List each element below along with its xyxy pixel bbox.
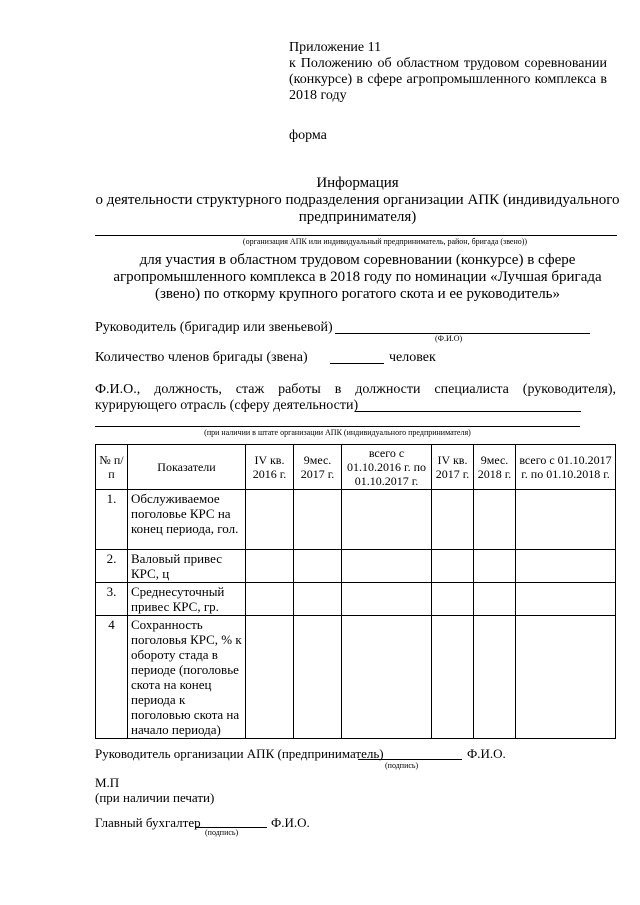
value-cell[interactable]: [342, 490, 432, 550]
header-cell: № п/п: [96, 445, 128, 490]
purpose-line: для участия в областном трудовом соревновании (конкурсе) в сфере: [139, 252, 576, 268]
header-cell: 9мес. 2018 г.: [474, 445, 516, 490]
row-indicator: Сохранность поголовья КРС, % к обороту стада в периоде (поголовье скота на конец периода к поголовью скота на начало периода): [128, 616, 246, 739]
row-indicator: Обслуживаемое поголовье КРС на конец периода, гол.: [128, 490, 246, 550]
head-fio: Ф.И.О.: [467, 746, 506, 761]
value-cell[interactable]: [246, 550, 294, 583]
stamp-label: М.П: [95, 775, 120, 790]
value-cell[interactable]: [474, 550, 516, 583]
value-cell[interactable]: [294, 490, 342, 550]
row-indicator: Валовый привес КРС, ц: [128, 550, 246, 583]
appendix-line: к Положению об областном трудовом соревновании: [289, 56, 607, 71]
value-cell[interactable]: [516, 583, 616, 616]
leader-field[interactable]: [335, 333, 590, 334]
value-cell[interactable]: [516, 550, 616, 583]
appendix-block: [289, 40, 607, 104]
stamp-note: (при наличии печати): [95, 790, 215, 805]
members-unit: человек: [389, 350, 436, 365]
org-underline: [95, 235, 617, 236]
head-signature-field[interactable]: [358, 759, 462, 760]
specialist-line: курирующего отрасль (сферу деятельности): [95, 398, 359, 413]
value-cell[interactable]: [294, 616, 342, 739]
value-cell[interactable]: [516, 490, 616, 550]
header-cell: IV кв. 2017 г.: [432, 445, 474, 490]
table-header-row: [96, 445, 616, 490]
value-cell[interactable]: [474, 583, 516, 616]
table-row: [96, 616, 616, 739]
value-cell[interactable]: [432, 616, 474, 739]
purpose-line: (звено) по откорму крупного рогатого скота и ее руководитель»: [154, 286, 561, 302]
value-cell[interactable]: [342, 583, 432, 616]
header-cell: всего с 01.10.2017 г. по 01.10.2018 г.: [516, 445, 616, 490]
table-row: [96, 550, 616, 583]
table-row: [96, 490, 616, 550]
accountant-sign-caption: (подпись): [205, 828, 239, 837]
appendix-line: 2018 году: [289, 88, 347, 103]
title-line: о деятельности структурного подразделения организации АПК (индивидуального: [95, 192, 620, 208]
value-cell[interactable]: [246, 490, 294, 550]
accountant-label: Главный бухгалтер: [95, 815, 201, 830]
specialist-line: Ф.И.О., должность, стаж работы в должности специалиста (руководителя),: [95, 382, 616, 397]
row-number: 2.: [96, 550, 128, 583]
value-cell[interactable]: [474, 490, 516, 550]
value-cell[interactable]: [294, 583, 342, 616]
value-cell[interactable]: [246, 583, 294, 616]
specialist-field[interactable]: [355, 411, 581, 412]
row-number: 1.: [96, 490, 128, 550]
members-field[interactable]: [330, 363, 384, 364]
row-number: 4: [96, 616, 128, 739]
value-cell[interactable]: [246, 616, 294, 739]
value-cell[interactable]: [432, 550, 474, 583]
accountant-fio: Ф.И.О.: [271, 815, 310, 830]
appendix-number: Приложение 11: [289, 40, 382, 55]
specialist-caption: (при наличии в штате организации АПК (индивидуального предпринимателя): [204, 428, 471, 437]
title-line: предпринимателя): [298, 209, 417, 225]
header-cell: 9мес. 2017 г.: [294, 445, 342, 490]
document-title: [95, 175, 620, 226]
form-label: форма: [289, 128, 327, 143]
specialist-field-2[interactable]: [95, 426, 580, 427]
head-sign-caption: (подпись): [385, 761, 419, 770]
header-cell: IV кв. 2016 г.: [246, 445, 294, 490]
value-cell[interactable]: [432, 583, 474, 616]
indicators-table: [95, 444, 616, 739]
table-row: [96, 583, 616, 616]
purpose-text: [95, 252, 620, 303]
value-cell[interactable]: [474, 616, 516, 739]
purpose-line: агропромышленного комплекса в 2018 году по номинации «Лучшая бригада: [113, 269, 602, 285]
org-caption: (организация АПК или индивидуальный предприниматель, район, бригада (звено)): [242, 237, 528, 246]
row-number: 3.: [96, 583, 128, 616]
members-label: Количество членов бригады (звена): [95, 350, 308, 365]
value-cell[interactable]: [432, 490, 474, 550]
value-cell[interactable]: [516, 616, 616, 739]
header-cell: Показатели: [128, 445, 246, 490]
leader-label: Руководитель (бригадир или звеньевой): [95, 320, 333, 335]
value-cell[interactable]: [294, 550, 342, 583]
value-cell[interactable]: [342, 550, 432, 583]
head-signature-label: Руководитель организации АПК (предприниматель): [95, 746, 384, 761]
header-cell: всего с 01.10.2016 г. по 01.10.2017 г.: [342, 445, 432, 490]
value-cell[interactable]: [342, 616, 432, 739]
title-heading: Информация: [316, 175, 399, 191]
appendix-line: (конкурсе) в сфере агропромышленного комплекса в: [289, 72, 607, 87]
row-indicator: Среднесуточный привес КРС, гр.: [128, 583, 246, 616]
leader-caption: (Ф.И.О): [435, 334, 463, 343]
